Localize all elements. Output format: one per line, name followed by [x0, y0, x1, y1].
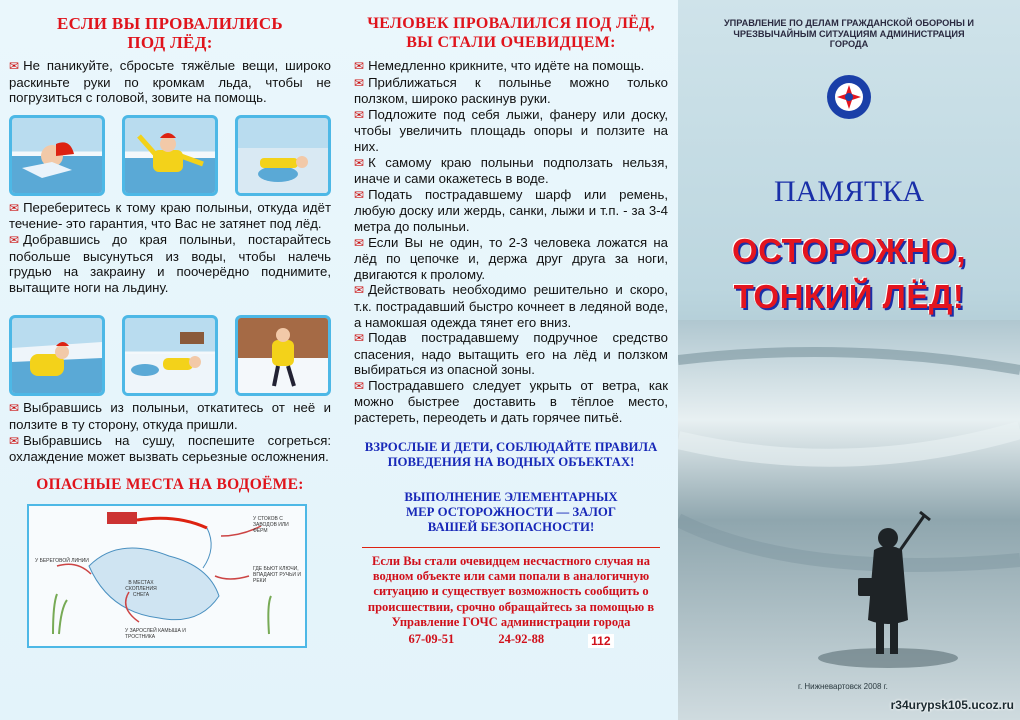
bullet-icon: ✉	[354, 187, 365, 202]
dangerous-places-heading: ОПАСНЫЕ МЕСТА НА ВОДОЁМЕ:	[36, 475, 304, 493]
list-item: ✉ Подав пострадавшему подручное средство спасения, надо вытащить его на лёд и ползком выбираться из опасной зоны.	[354, 330, 668, 378]
dangerous-places-diagram	[27, 504, 307, 648]
photo-caption: г. Нижневартовск 2008 г.	[798, 682, 888, 691]
safety-callout: ВЫПОЛНЕНИЕ ЭЛЕМЕНТАРНЫХ МЕР ОСТОРОЖНОСТИ — ЗАЛОГ ВАШЕЙ БЕЗОПАСНОСТИ!	[404, 489, 618, 534]
rescue-illustrations-row-2	[9, 315, 331, 396]
rules-callout: ВЗРОСЛЫЕ И ДЕТИ, СОБЛЮДАЙТЕ ПРАВИЛА ПОВЕДЕНИЯ НА ВОДНЫХ ОБЪЕКТАХ!	[364, 439, 658, 469]
frozen-lake-photo	[678, 320, 1020, 720]
map-label-drains: У СТОКОВ С ЗАВОДОВ ИЛИ ФЕРМ	[253, 515, 289, 534]
illustration-rolling-away	[122, 315, 218, 396]
map-label-reeds: У ЗАРОСЛЕЙ КАМЫША И ТРОСТНИКА	[125, 627, 186, 640]
left-paragraph-5: ✉ Выбравшись на сушу, поспешите согреться: охлаждение может вызвать серьезные осложнения.	[9, 432, 331, 465]
cover-panel	[678, 0, 1020, 720]
list-item: ✉ Немедленно крикните, что идёте на помощь.	[354, 58, 645, 73]
bullet-icon: ✉	[354, 283, 365, 298]
bullet-icon: ✉	[354, 107, 365, 122]
left-heading: ЕСЛИ ВЫ ПРОВАЛИЛИСЬ ПОД ЛЁД:	[57, 14, 283, 52]
list-item: ✉ Пострадавшего следует укрыть от ветра, как можно быстрее доставить в тёплое место, растереть, переодеть и дать горячее питьё.	[354, 377, 668, 426]
list-item: ✉ Если Вы не один, то 2-3 человека ложатся на лёд по цепочке и, держа друг друга за ноги, двигаются к пролому.	[354, 234, 668, 282]
bullet-icon: ✉	[354, 235, 365, 250]
middle-panel	[340, 0, 678, 720]
bullet-icon: ✉	[9, 59, 20, 73]
left-paragraph-1: ✉ Не паникуйте, сбросьте тяжёлые вещи, широко раскиньте руки по кромкам льда, чтобы не погрузиться с головой, зовите на помощь.	[9, 58, 331, 106]
warning-line-1: ОСТОРОЖНО,	[732, 232, 966, 269]
list-item: ✉ Подать пострадавшему шарф или ремень, любую доску или жердь, санки, лыжи и т.п. - за 3-4 метра до полыньи.	[354, 186, 668, 234]
agency-name: УПРАВЛЕНИЕ ПО ДЕЛАМ ГРАЖДАНСКОЙ ОБОРОНЫ И ЧРЕЗВЫЧАЙНЫМ СИТУАЦИЯМ АДМИНИСТРАЦИЯ ГОРОДА	[723, 18, 975, 50]
bullet-icon: ✉	[354, 378, 365, 393]
list-item: ✉ Подложите под себя лыжи, фанеру или доску, чтобы увеличить площадь опоры и ползите на них.	[354, 106, 668, 154]
bullet-icon: ✉	[354, 59, 365, 73]
witness-instructions-list	[354, 58, 668, 426]
list-item: ✉ Действовать необходимо решительно и скоро, т.к. пострадавший быстро кочнеет в ледяной воде, а намокшая одежда тянет его вниз.	[354, 282, 668, 330]
rescue-illustrations-row-1	[9, 115, 331, 196]
bullet-icon: ✉	[354, 155, 365, 170]
map-label-springs: ГДЕ БЬЮТ КЛЮЧИ, ВПАДАЮТ РУЧЬИ И РЕКИ	[253, 565, 301, 584]
bullet-icon: ✉	[354, 75, 365, 90]
bullet-icon: ✉	[9, 401, 20, 416]
phone-numbers	[354, 632, 668, 648]
illustration-reaching-shore	[235, 315, 331, 396]
list-item: ✉ Приближаться к полынье можно только ползком, широко раскинув руки.	[354, 74, 668, 107]
website-watermark: r34urypsk105.ucoz.ru	[890, 698, 1014, 712]
bullet-icon: ✉	[9, 433, 20, 448]
left-paragraph-3: ✉ Добравшись до края полыньи, постарайтесь побольше высунуться из воды, чтобы налечь грудью на закраину и поочерёдно поднимите, вытащите ноги на льдину.	[9, 231, 331, 295]
bullet-icon: ✉	[9, 232, 20, 247]
left-panel	[0, 0, 340, 720]
map-label-shore: У БЕРЕГОВОЙ ЛИНИИ	[35, 557, 89, 564]
bullet-icon: ✉	[354, 331, 365, 346]
list-item: ✉ К самому краю полыньи подползать нельзя, иначе и сами окажетесь в воде.	[354, 154, 668, 187]
left-paragraph-2: ✉ Переберитесь к тому краю полыньи, откуда идёт течение- это гарантия, что Вас не затянет под лёд.	[9, 199, 331, 232]
illustration-face-in-water	[9, 115, 105, 196]
divider	[362, 547, 660, 548]
illustration-leaning-on-ice	[9, 315, 105, 396]
warning-line-2: ТОНКИЙ ЛЁД!	[733, 278, 965, 315]
map-label-snow: В МЕСТАХ СКОПЛЕНИЯ СНЕГА	[125, 579, 157, 598]
phone-number-2: 24-92-88	[498, 632, 545, 647]
contact-notice: Если Вы стали очевидцем несчастного случая на водном объекте или сами попали в аналогичную ситуацию и существует возможность сообщить о происшествии, срочно обращайтесь за помощью в Управление ГОЧС администрации города	[367, 553, 655, 629]
phone-number-1: 67-09-51	[408, 632, 455, 647]
illustration-crawling-out	[235, 115, 331, 196]
middle-heading: ЧЕЛОВЕК ПРОВАЛИЛСЯ ПОД ЛЁД, ВЫ СТАЛИ ОЧЕВИДЦЕМ:	[367, 15, 655, 51]
left-paragraph-4: ✉ Выбравшись из полыньи, откатитесь от неё и ползите в ту сторону, откуда пришли.	[9, 400, 331, 432]
phone-number-emergency: 112	[588, 634, 613, 648]
emercom-logo-icon	[826, 74, 872, 120]
illustration-arms-spread	[122, 115, 218, 196]
bullet-icon: ✉	[9, 200, 20, 215]
brochure-title: ПАМЯТКА	[773, 175, 924, 208]
